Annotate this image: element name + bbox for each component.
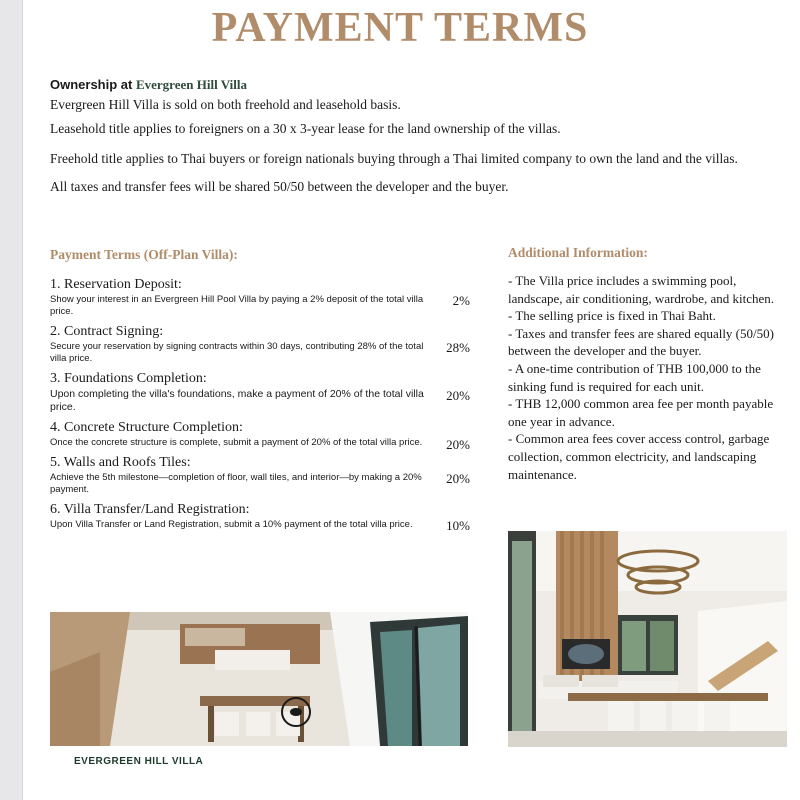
term-description: Secure your reservation by signing contracts within 30 days, contributing 28% of the total villa price.: [50, 341, 424, 364]
term-percent: 2%: [452, 293, 470, 308]
term-title: 1. Reservation Deposit:: [50, 277, 182, 292]
term-title: 4. Concrete Structure Completion:: [50, 420, 243, 435]
term-description: Upon completing the villa's foundations, make a payment of 20% of the total villa price.: [50, 388, 424, 413]
ownership-paragraph: All taxes and transfer fees will be shared 50/50 between the developer and the buyer.: [50, 179, 509, 194]
term-description: Achieve the 5th milestone—completion of floor, wall tiles, and interior—by making a 20% payment.: [50, 472, 422, 495]
payment-term-item: [50, 370, 470, 414]
ownership-paragraph: Freehold title applies to Thai buyers or foreign nationals buying through a Thai limited company to own the land and the villas.: [50, 151, 738, 166]
info-line: - THB 12,000 common area fee per month payable one year in advance.: [508, 396, 774, 429]
payment-term-item: [50, 454, 470, 496]
info-line: - The Villa price includes a swimming pool, landscape, air conditioning, wardrobe, and kitchen.: [508, 273, 775, 306]
payment-term-item: [50, 501, 470, 531]
payment-term-item: [50, 276, 470, 318]
term-percent: 28%: [446, 340, 470, 355]
term-title: 5. Walls and Roofs Tiles:: [50, 455, 191, 470]
living-room-photo: [508, 531, 787, 747]
payment-terms-list: [50, 276, 470, 536]
info-line: - A one-time contribution of THB 100,000 to the sinking fund is required for each unit.: [508, 360, 761, 394]
ownership-section: [50, 76, 780, 196]
term-percent: 20%: [446, 471, 470, 486]
ownership-heading-prefix: Ownership at: [50, 77, 136, 92]
info-line: - Common area fees cover access control, garbage collection, common electricity, and landscaping maintenance.: [508, 431, 770, 482]
term-description: Upon Villa Transfer or Land Registration, submit a 10% payment of the total villa price.: [50, 519, 413, 530]
term-description: Once the concrete structure is complete, submit a payment of 20% of the total villa price.: [50, 437, 423, 448]
term-percent: 10%: [446, 518, 470, 533]
payment-term-item: [50, 419, 470, 452]
info-line: - Taxes and transfer fees are shared equally (50/50) between the developer and the buyer.: [508, 325, 774, 359]
ownership-paragraph: Evergreen Hill Villa is sold on both freehold and leasehold basis.: [50, 97, 401, 112]
kitchen-dining-photo: [50, 612, 468, 746]
page-title: PAYMENT TERMS: [211, 5, 589, 51]
term-description: Show your interest in an Evergreen Hill Pool Villa by paying a 2% deposit of the total villa price.: [50, 294, 424, 317]
ownership-heading-brand: Evergreen Hill Villa: [135, 77, 247, 92]
term-title: 2. Contract Signing:: [50, 324, 164, 339]
term-title: 3. Foundations Completion:: [50, 371, 207, 386]
payment-terms-heading: Payment Terms (Off-Plan Villa):: [50, 247, 238, 262]
term-percent: 20%: [446, 388, 470, 403]
additional-info-list: [508, 272, 786, 483]
viewer-side-strip: [0, 0, 23, 800]
brand-caption: EVERGREEN HILL VILLA: [74, 756, 204, 767]
term-title: 6. Villa Transfer/Land Registration:: [50, 502, 250, 517]
term-percent: 20%: [446, 437, 470, 452]
ownership-heading: [50, 76, 780, 94]
ownership-paragraph: Leasehold title applies to foreigners on a 30 x 3-year lease for the land ownership of the villas.: [50, 121, 561, 136]
payment-term-item: [50, 323, 470, 365]
info-line: - The selling price is fixed in Thai Baht.: [508, 308, 716, 324]
additional-info-heading: Additional Information:: [508, 245, 648, 260]
